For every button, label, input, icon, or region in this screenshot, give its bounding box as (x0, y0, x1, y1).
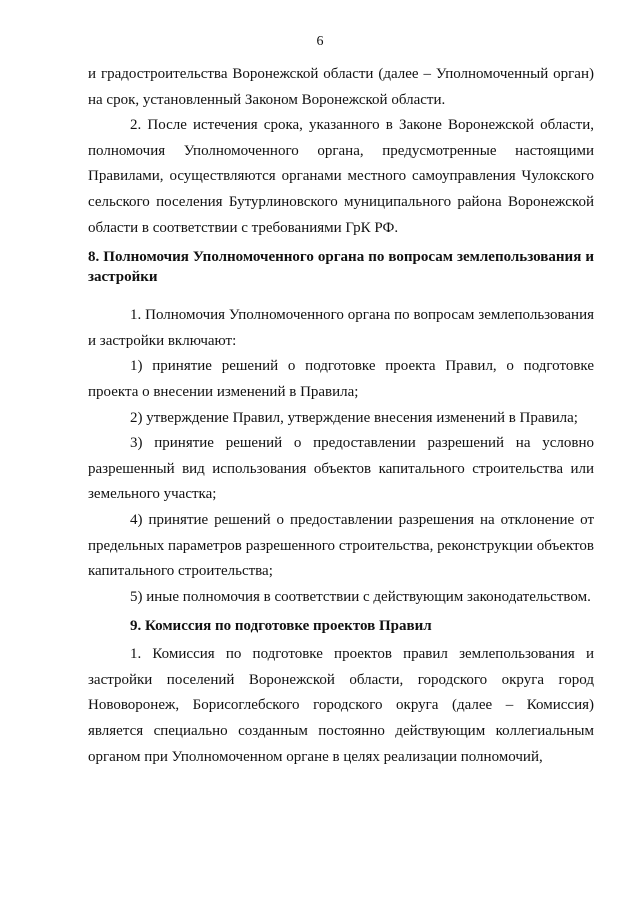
section8-subitem-2: 2) утверждение Правил, утверждение внесения изменений в Правила; (130, 409, 578, 426)
page-number: 6 (316, 34, 324, 49)
section8-subitem-1: 1) принятие решений о подготовке проекта Правил, о подготовке проекта о внесении изменений в Правила; (88, 358, 594, 400)
section8-subitem-5: 5) иные полномочия в соответствии с действующим законодательством. (130, 588, 591, 605)
section7-continuation: и градостроительства Воронежской области (далее – Уполномоченный орган) на срок, установленный Законом Воронежской области. (88, 66, 594, 108)
section9-item-1: 1. Комиссия по подготовке проектов правил землепользования и застройки поселений Воронежской области, городского округа город Нововоронеж, Борисоглебского городского округа (далее – Комиссия) является специально созданным постоянно действующим коллегиальным органом при Уполномоченном органе в целях реализации полномочий, (88, 646, 594, 765)
section8-item-1: 1. Полномочия Уполномоченного органа по вопросам землепользования и застройки включают: (88, 307, 594, 349)
section7-item-2: 2. После истечения срока, указанного в Законе Воронежской области, полномочия Уполномоченного органа, предусмотренные настоящими Правилами, осуществляются органами местного самоуправления Чулокского сельского поселения Бутурлиновского муниципального района Воронежской области в соответствии с требованиями ГрК РФ. (88, 117, 594, 236)
section8-subitem-3: 3) принятие решений о предоставлении разрешений на условно разрешенный вид использования объектов капитального строительства или земельного участка; (88, 435, 594, 503)
section8-subitem-4: 4) принятие решений о предоставлении разрешения на отклонение от предельных параметров разрешенного строительства, реконструкции объектов капитального строительства; (88, 511, 594, 580)
section8-heading: 8. Полномочия Уполномоченного органа по вопросам землепользования и застройки (88, 249, 594, 286)
document-body (88, 62, 594, 770)
section9-heading: 9. Комиссия по подготовке проектов Правил (130, 618, 432, 635)
